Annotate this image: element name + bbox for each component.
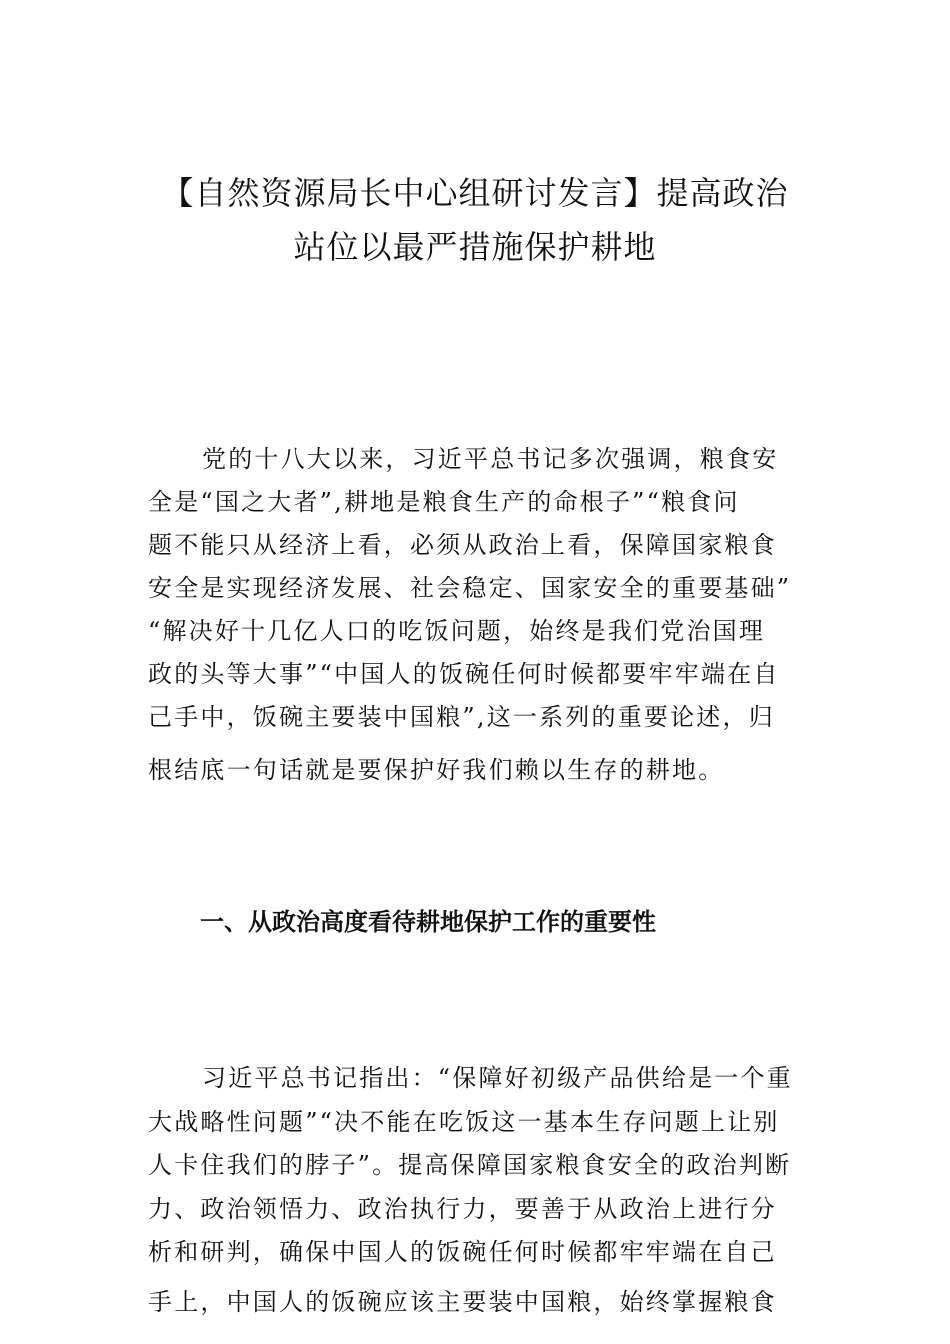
paragraph-line: 己手中，饭碗主要装中国粮”,这一系列的重要论述，归 <box>148 703 775 731</box>
section-heading: 一、从政治高度看待耕地保护工作的重要性 <box>200 908 656 936</box>
paragraph-line: 手上，中国人的饭碗应该主要装中国粮，始终掌握粮食 <box>148 1287 777 1316</box>
paragraph-line: 大战略性问题”“决不能在吃饭这一基本生存问题上让别 <box>148 1107 780 1136</box>
title-line-2: 站位以最严措施保护耕地 <box>293 228 657 266</box>
section1-paragraph <box>148 1057 813 1324</box>
paragraph-line: 安全是实现经济发展、社会稳定、国家安全的重要基础” <box>148 574 792 602</box>
document-title <box>120 166 830 274</box>
paragraph-line: 题不能只从经济上看，必须从政治上看，保障国家粮食 <box>148 531 777 559</box>
intro-paragraph <box>148 438 813 792</box>
paragraph-line: 力、政治领悟力、政治执行力，要善于从政治上进行分 <box>148 1194 777 1223</box>
paragraph-line: 党的十八大以来，习近平总书记多次强调，粮食安 <box>202 445 779 473</box>
paragraph-line: 根结底一句话就是要保护好我们赖以生存的耕地。 <box>148 756 725 784</box>
paragraph-line: 全是“国之大者”,耕地是粮食生产的命根子”“粮食问 <box>148 488 740 516</box>
paragraph-line: 人卡住我们的脖子”。提高保障国家粮食安全的政治判断 <box>148 1151 792 1179</box>
paragraph-line: 政的头等大事”“中国人的饭碗任何时候都要牢牢端在自 <box>148 660 780 688</box>
paragraph-line: “解决好十几亿人口的吃饭问题，始终是我们党治国理 <box>148 617 766 645</box>
title-line-1: 【自然资源局长中心组研讨发言】提高政治 <box>161 174 789 212</box>
paragraph-line: 习近平总书记指出：“保障好初级产品供给是一个重 <box>202 1064 793 1092</box>
paragraph-line: 析和研判，确保中国人的饭碗任何时候都牢牢端在自己 <box>148 1238 777 1266</box>
